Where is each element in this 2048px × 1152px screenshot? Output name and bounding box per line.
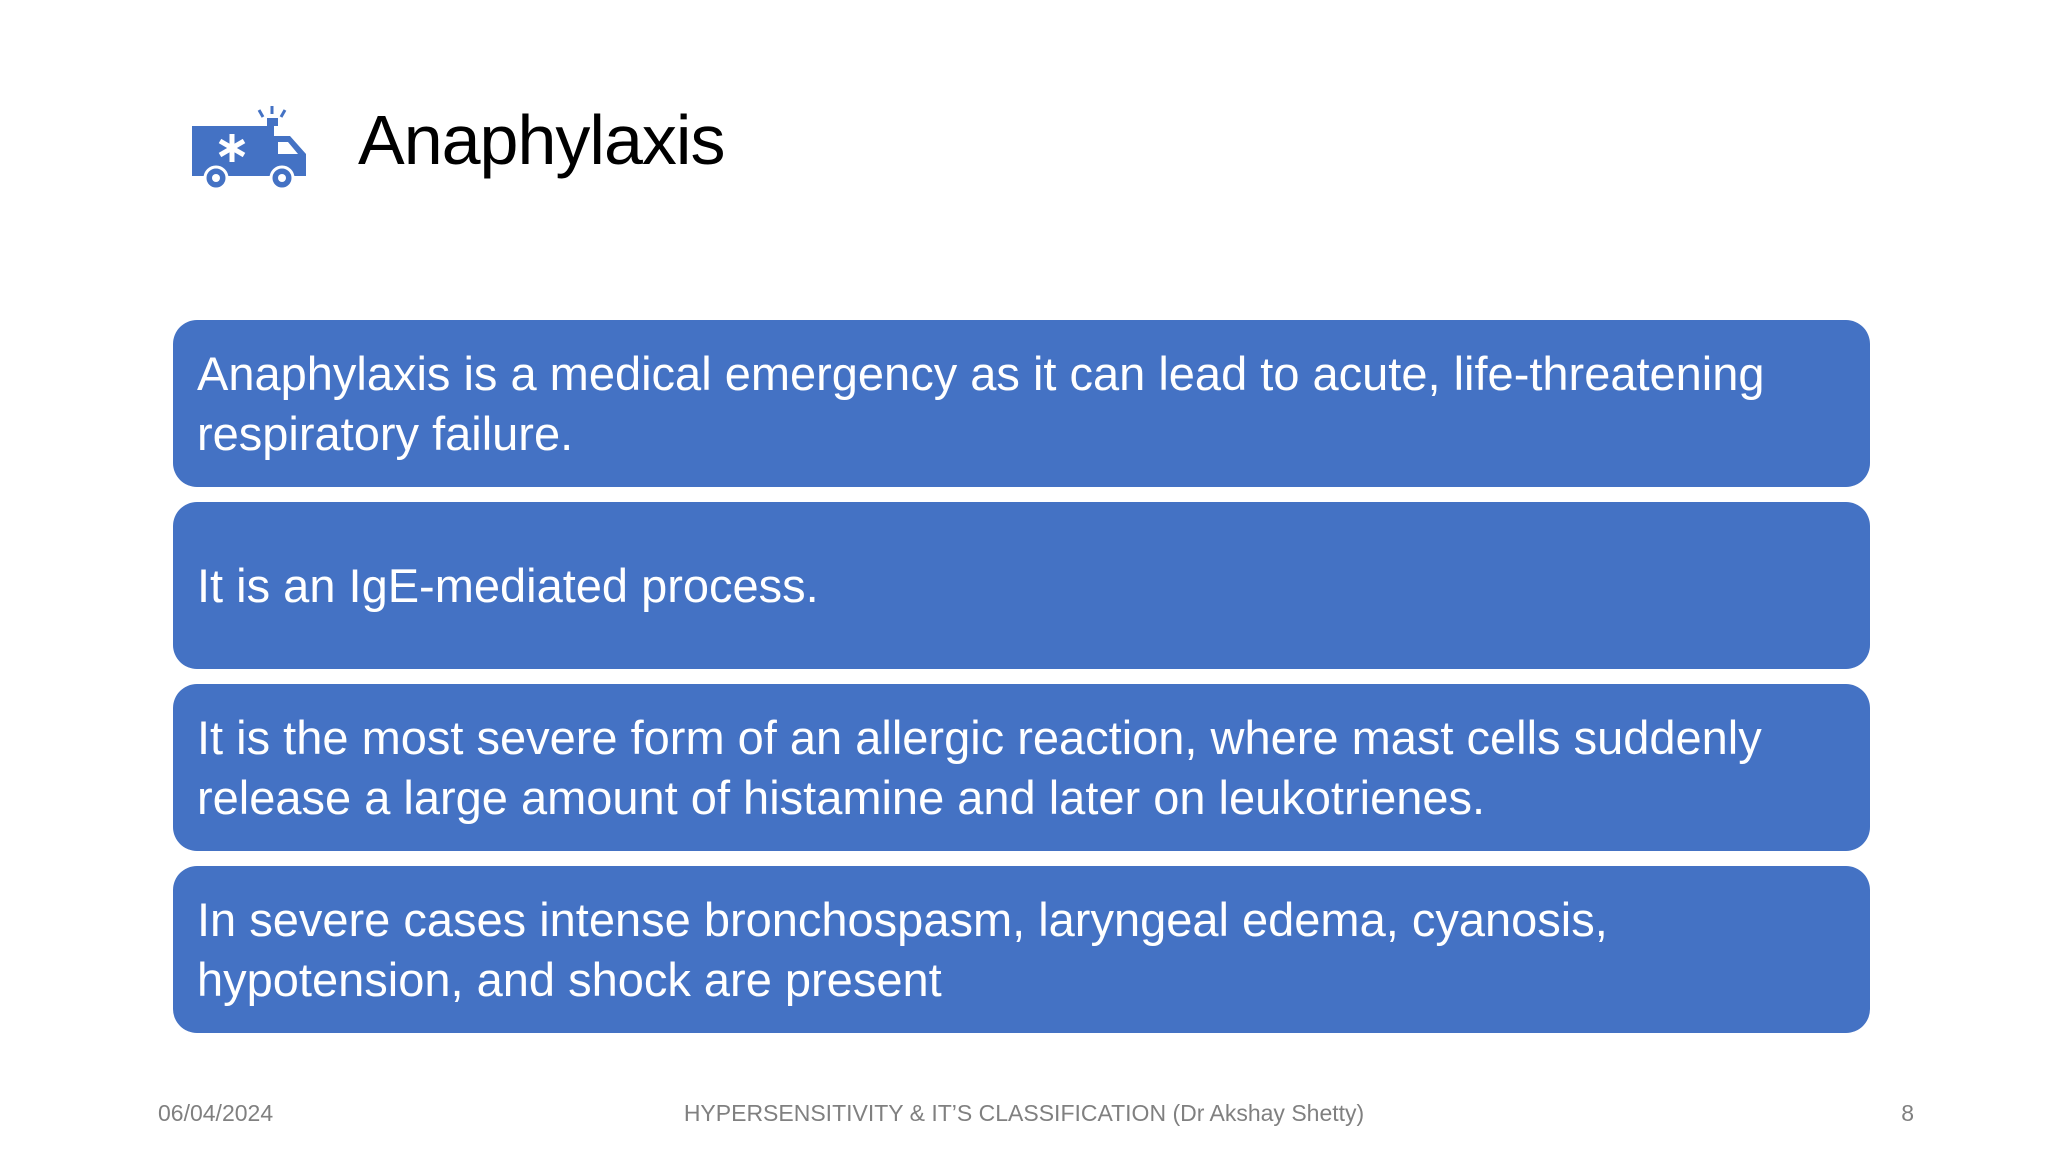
card-text: It is an IgE-mediated process.	[197, 558, 819, 612]
footer-date: 06/04/2024	[158, 1100, 274, 1126]
info-card	[173, 502, 1870, 669]
card-list	[173, 320, 1870, 1048]
card-text: It is the most severe form of an allergic reaction, where mast cells suddenly release a large amount of histamine and later on leukotrienes.	[197, 710, 1762, 824]
ambulance-icon	[190, 104, 310, 192]
info-card	[173, 320, 1870, 487]
info-card	[173, 684, 1870, 851]
footer-title: HYPERSENSITIVITY & IT’S CLASSIFICATION (Dr Akshay Shetty)	[683, 1100, 1365, 1126]
slide-title: Anaphylaxis	[358, 101, 725, 179]
card-text: Anaphylaxis is a medical emergency as it can lead to acute, life-threatening respiratory failure.	[197, 346, 1765, 460]
card-text: In severe cases intense bronchospasm, laryngeal edema, cyanosis, hypotension, and shock are present	[197, 892, 1608, 1006]
info-card	[173, 866, 1870, 1033]
page-number: 8	[1901, 1100, 1914, 1126]
